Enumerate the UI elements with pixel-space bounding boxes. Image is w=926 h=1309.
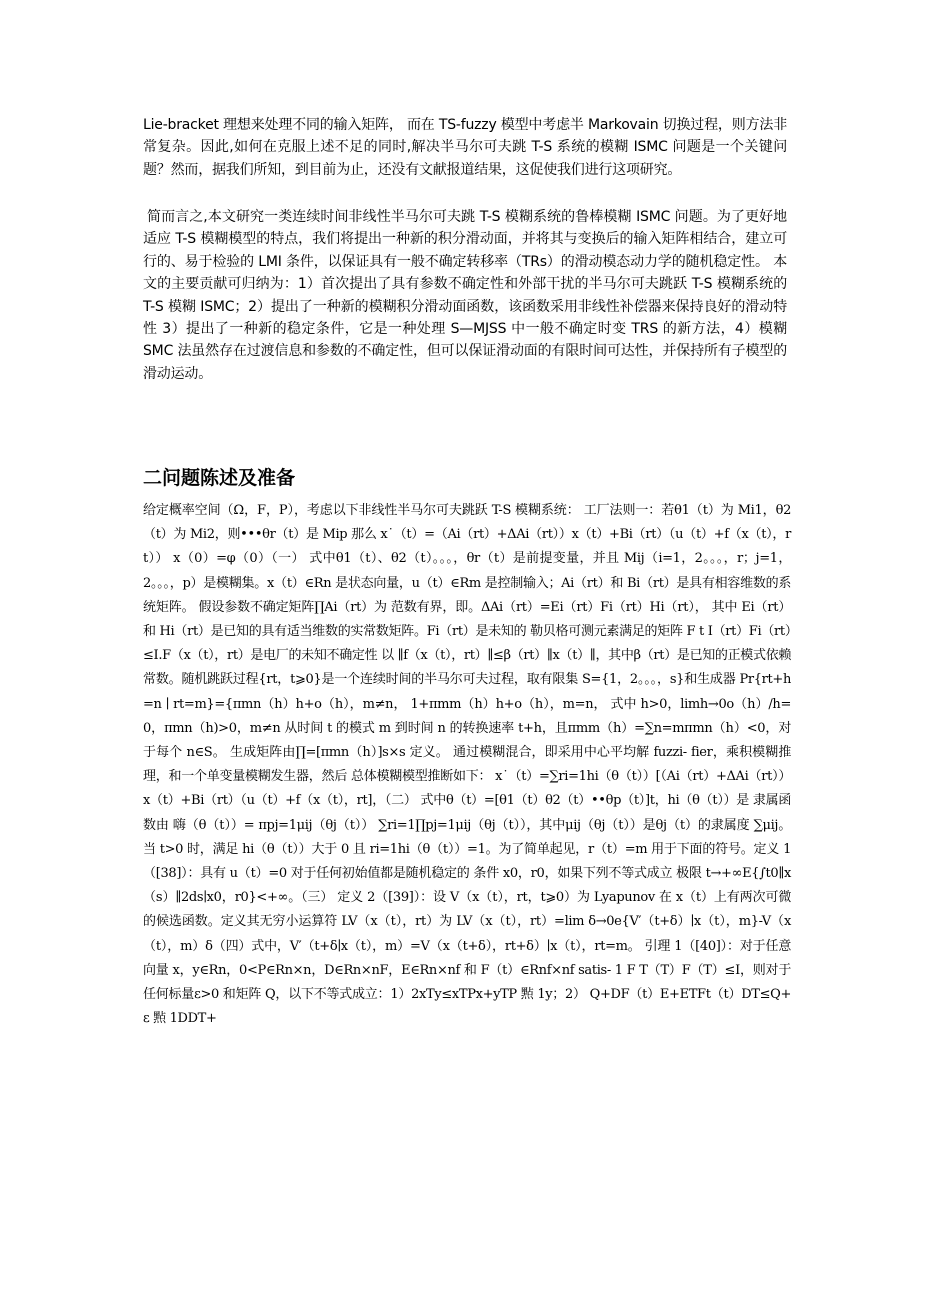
intro-paragraph: Lie-bracket 理想来处理不同的输入矩阵， 而在 TS-fuzzy 模型中考虑半 Markovain 切换过程，则方法非常复杂。因此,如何在克服上述不足的同时,解决半马尔可夫跳 T-S 系统的模糊 ISMC 问题是一个关键问题？然而，据我们所知，到目前为止，还没有文献报道结果，这促使我们进行这项研究。 bbox=[143, 117, 787, 178]
section-heading: 二问题陈述及准备 bbox=[143, 467, 296, 489]
summary-paragraph: 简而言之,本文研究一类连续时间非线性半马尔可夫跳 T-S 模糊系统的鲁棒模糊 ISMC 问题。为了更好地适应 T-S 模糊模型的特点，我们将提出一种新的积分滑动面，并将其与变换后的输入矩阵相结合，建立可行的、易于检验的 LMI 条件，以保证具有一般不确定转移率（TRs）的滑动模态动力学的随机稳定性。 本文的主要贡献可归纳为：1）首次提出了具有参数不确定性和外部干扰的半马尔可夫跳跃 T-S 模糊系统的 T-S 模糊 ISMC；2）提出了一种新的模糊积分滑动面函数，该函数采用非线性补偿器来保持良好的滑动特性 3）提出了一种新的稳定条件，它是一种处理 S—MJSS 中一般不确定时变 TRS 的新方法，4）模糊 SMC 法虽然存在过渡信息和参数的不确定性，但可以保证滑动面的有限时间可达性，并保持所有子模型的滑动运动。 bbox=[143, 209, 787, 382]
problem-statement-paragraph: 给定概率空间（Ω，F，P），考虑以下非线性半马尔可夫跳跃 T-S 模糊系统： 工厂法则一：若θ1（t）为 Mi1，θ2（t）为 Mi2，则•••θr（t）是 Mip 那么 x˙（t）=（Ai（rt）+ΔAi（rt））x（t）+Bi（rt）（u（t）+f（x（t），rt）） x（0）=φ（0）（一） 式中θ1（t）、θ2（t）。。。，θr（t）是前提变量，并且 Mij（i=1，2。。。，r；j=1，2。。。，p）是模糊集。x（t）∈Rn 是状态向量，u（t）∈Rm 是控制输入；Ai（rt）和 Bi（rt）是具有相容维数的系统矩阵。 假设参数不确定矩阵∏Ai（rt）为 范数有界，即。ΔAi（rt）=Ei（rt）Fi（rt）Hi（rt）， 其中 Ei（rt）和 Hi（rt）是已知的具有适当维数的实常数矩阵。Fi（rt）是未知的 勒贝格可测元素满足的矩阵 F t I（rt）Fi（rt）≤I.F（x（t），rt）是电厂的未知不确定性 以 ∥f（x（t），rt）∥≤β（rt）∥x（t）∥，其中β（rt）是已知的正模式依赖常数。随机跳跃过程{rt，t⩾0}是一个连续时间的半马尔可夫过程，取有限集 S={1，2。。。，s}和生成器 Pr{rt+h=n ∣ rt=m}={πmn（h）h+o（h），m≠n， 1+πmm（h）h+o（h），m=n， 式中 h>0，limh→0o（h）/h=0，πmn（h)>0，m≠n 从时间 t 的模式 m 到时间 n 的转换速率 t+h，且πmm（h）=∑n=mπmn（h）<0，对于每个 n∈S。 生成矩阵由∏=[πmn（h）]s×s 定义。 通过模糊混合，即采用中心平均解 fuzzi- fier，乘积模糊推理，和一个单变量模糊发生器，然后 总体模糊模型推断如下： x˙（t）=∑ri=1hi（θ（t））[（Ai（rt）+ΔAi（rt））x（t）+Bi（rt）（u（t）+f（x（t），rt]，（二） 式中θ（t）=[θ1（t）θ2（t）••θp（t）]t，hi（θ（t））是 隶属函数由 嗨（θ（t））= πpj=1μij（θj（t）） ∑ri=1∏pj=1μij（θj（t）），其中μij（θj（t））是θj（t）的隶属度 ∑μij。当 t>0 时，满足 hi（θ（t））大于 0 且 ri=1hi（θ（t））=1。为了简单起见，r（t）=m 用于下面的符号。定义 1（[38]）：具有 u（t）=0 对于任何初始值都是随机稳定的 条件 x0，r0，如果下列不等式成立 极限 t→+∞E{∫t0∥x（s）∥2ds∣x0，r0}<+∞。（三） 定义 2（[39]）：设 V（x（t），rt，t⩾0）为 Lyapunov 在 x（t）上有两次可微的候选函数。定义其无穷小运算符 LV（x（t），rt）为 LV（x（t），rt）=lim δ→0e{V′（t+δ）∣x（t），m}-V（x（t），m）δ（四）式中，V′（t+δ∣x（t），m）=V（x（t+δ），rt+δ）∣x（t），rt=m。 引理 1（[40]）：对于任意向量 x，y∈Rn，0<P∈Rn×n，D∈Rn×nF，E∈Rn×nf 和 F（t）∈Rnf×nf satis- 1 F T（T）F（T）≤I，则对于任何标量ε>0 和矩阵 Q，以下不等式成立：1）2xTy≤xTPx+yTP 㸃 1y；2） Q+DF（t）E+ETFt（t）DT≤Q+ε 㸃 1DDT+ bbox=[143, 503, 791, 1027]
